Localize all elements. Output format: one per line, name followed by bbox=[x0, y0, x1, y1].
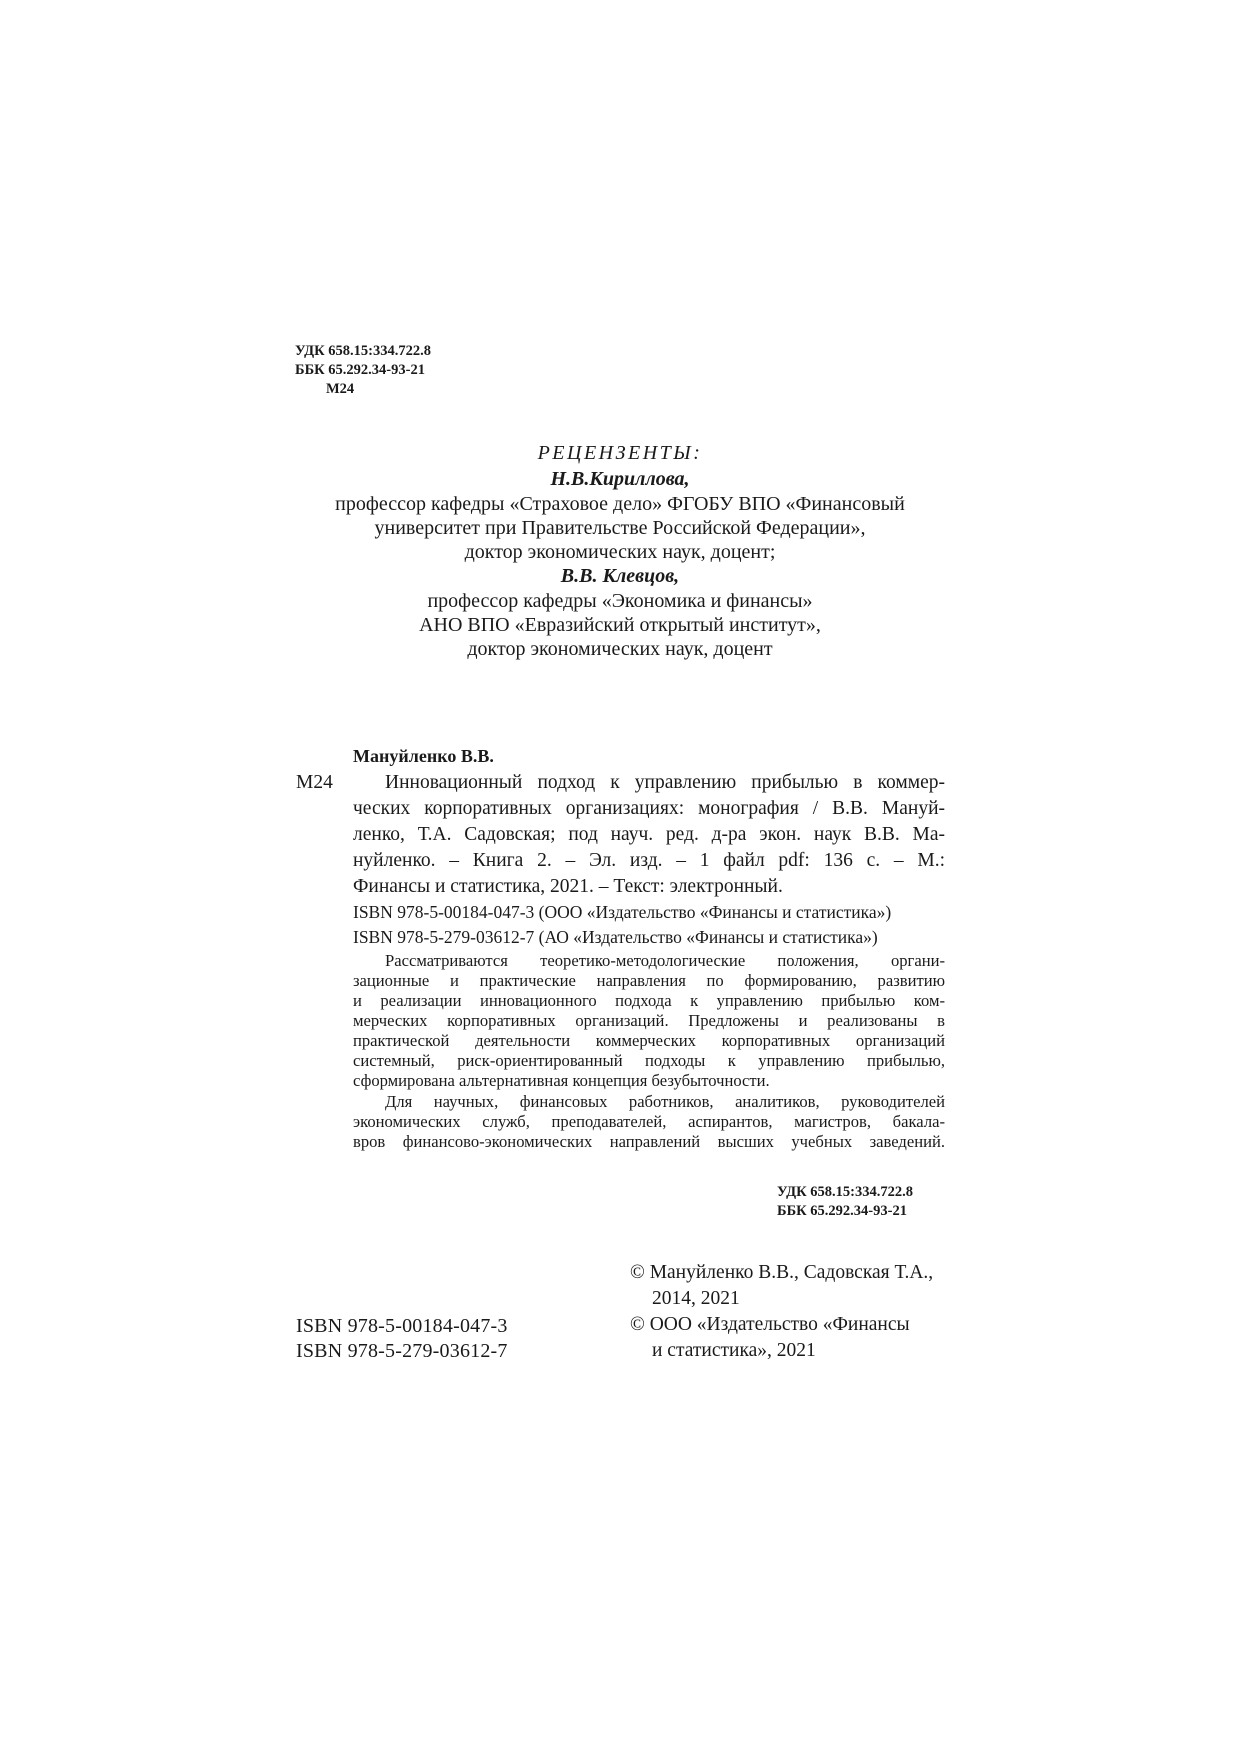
copyright-publisher-cont: и статистика», 2021 bbox=[652, 1340, 816, 1361]
audience-line: экономических служб, преподавателей, аспирантов, магистров, бакала- bbox=[353, 1112, 945, 1131]
audience-line: вров финансово-экономических направлений высших учебных заведений. bbox=[353, 1132, 945, 1151]
isbn-line: ISBN 978-5-00184-047-3 (ООО «Издательство «Финансы и статистика») bbox=[353, 902, 892, 922]
description-line: нуйленко. – Книга 2. – Эл. изд. – 1 файл pdf: 136 с. – М.: bbox=[353, 850, 945, 871]
annotation-line: и реализации инновационного подхода к управлению прибылью ком- bbox=[353, 991, 945, 1010]
udk-bottom: УДК 658.15:334.722.8 bbox=[777, 1184, 913, 1200]
reviewers-heading: РЕЦЕНЗЕНТЫ: bbox=[537, 442, 703, 464]
reviewer1-line: профессор кафедры «Страховое дело» ФГОБУ ВПО «Финансовый bbox=[335, 493, 905, 515]
reviewer1-line: университет при Правительстве Российской Федерации», bbox=[374, 517, 866, 539]
annotation-line: зационные и практические направления по формированию, развитию bbox=[353, 971, 945, 990]
author-heading: Мануйленко В.В. bbox=[353, 746, 494, 766]
description-line: Финансы и статистика, 2021. – Текст: электронный. bbox=[353, 876, 783, 897]
description-line: ческих корпоративных организациях: монография / В.В. Мануй- bbox=[353, 798, 945, 819]
isbn-primary: ISBN 978-5-00184-047-3 bbox=[296, 1315, 508, 1337]
udk-top: УДК 658.15:334.722.8 bbox=[295, 343, 431, 359]
annotation-line: сформирована альтернативная концепция безубыточности. bbox=[353, 1071, 770, 1090]
annotation-line: Рассматриваются теоретико-методологические положения, органи- bbox=[385, 951, 945, 970]
author-mark: М24 bbox=[296, 772, 333, 793]
copyright-publisher: © ООО «Издательство «Финансы bbox=[630, 1314, 910, 1335]
reviewer2-name: В.В. Клевцов, bbox=[560, 565, 680, 587]
isbn-secondary: ISBN 978-5-279-03612-7 bbox=[296, 1340, 508, 1362]
bbk-top: ББК 65.292.34-93-21 bbox=[295, 362, 425, 378]
reviewer2-line: доктор экономических наук, доцент bbox=[467, 638, 773, 660]
author-mark-top: М24 bbox=[326, 381, 355, 397]
reviewer2-line: АНО ВПО «Евразийский открытый институт», bbox=[419, 614, 821, 636]
bbk-bottom: ББК 65.292.34-93-21 bbox=[777, 1203, 907, 1219]
annotation-line: мерческих корпоративных организаций. Предложены и реализованы в bbox=[353, 1011, 945, 1030]
description-line: ленко, Т.А. Садовская; под науч. ред. д-ра экон. наук В.В. Ма- bbox=[353, 824, 945, 845]
isbn-line: ISBN 978-5-279-03612-7 (АО «Издательство «Финансы и статистика») bbox=[353, 927, 878, 947]
description-line: Инновационный подход к управлению прибылью в коммер- bbox=[385, 772, 945, 793]
copyright-authors-years: 2014, 2021 bbox=[652, 1288, 740, 1309]
annotation-line: практической деятельности коммерческих корпоративных организаций bbox=[353, 1031, 945, 1050]
reviewer1-name: Н.В.Кириллова, bbox=[550, 468, 690, 490]
copyright-authors: © Мануйленко В.В., Садовская Т.А., bbox=[630, 1262, 934, 1283]
reviewer2-line: профессор кафедры «Экономика и финансы» bbox=[427, 590, 813, 612]
annotation-line: системный, риск-ориентированный подходы к управлению прибылью, bbox=[353, 1051, 945, 1070]
audience-line: Для научных, финансовых работников, аналитиков, руководителей bbox=[385, 1092, 945, 1111]
reviewer1-line: доктор экономических наук, доцент; bbox=[464, 541, 776, 563]
